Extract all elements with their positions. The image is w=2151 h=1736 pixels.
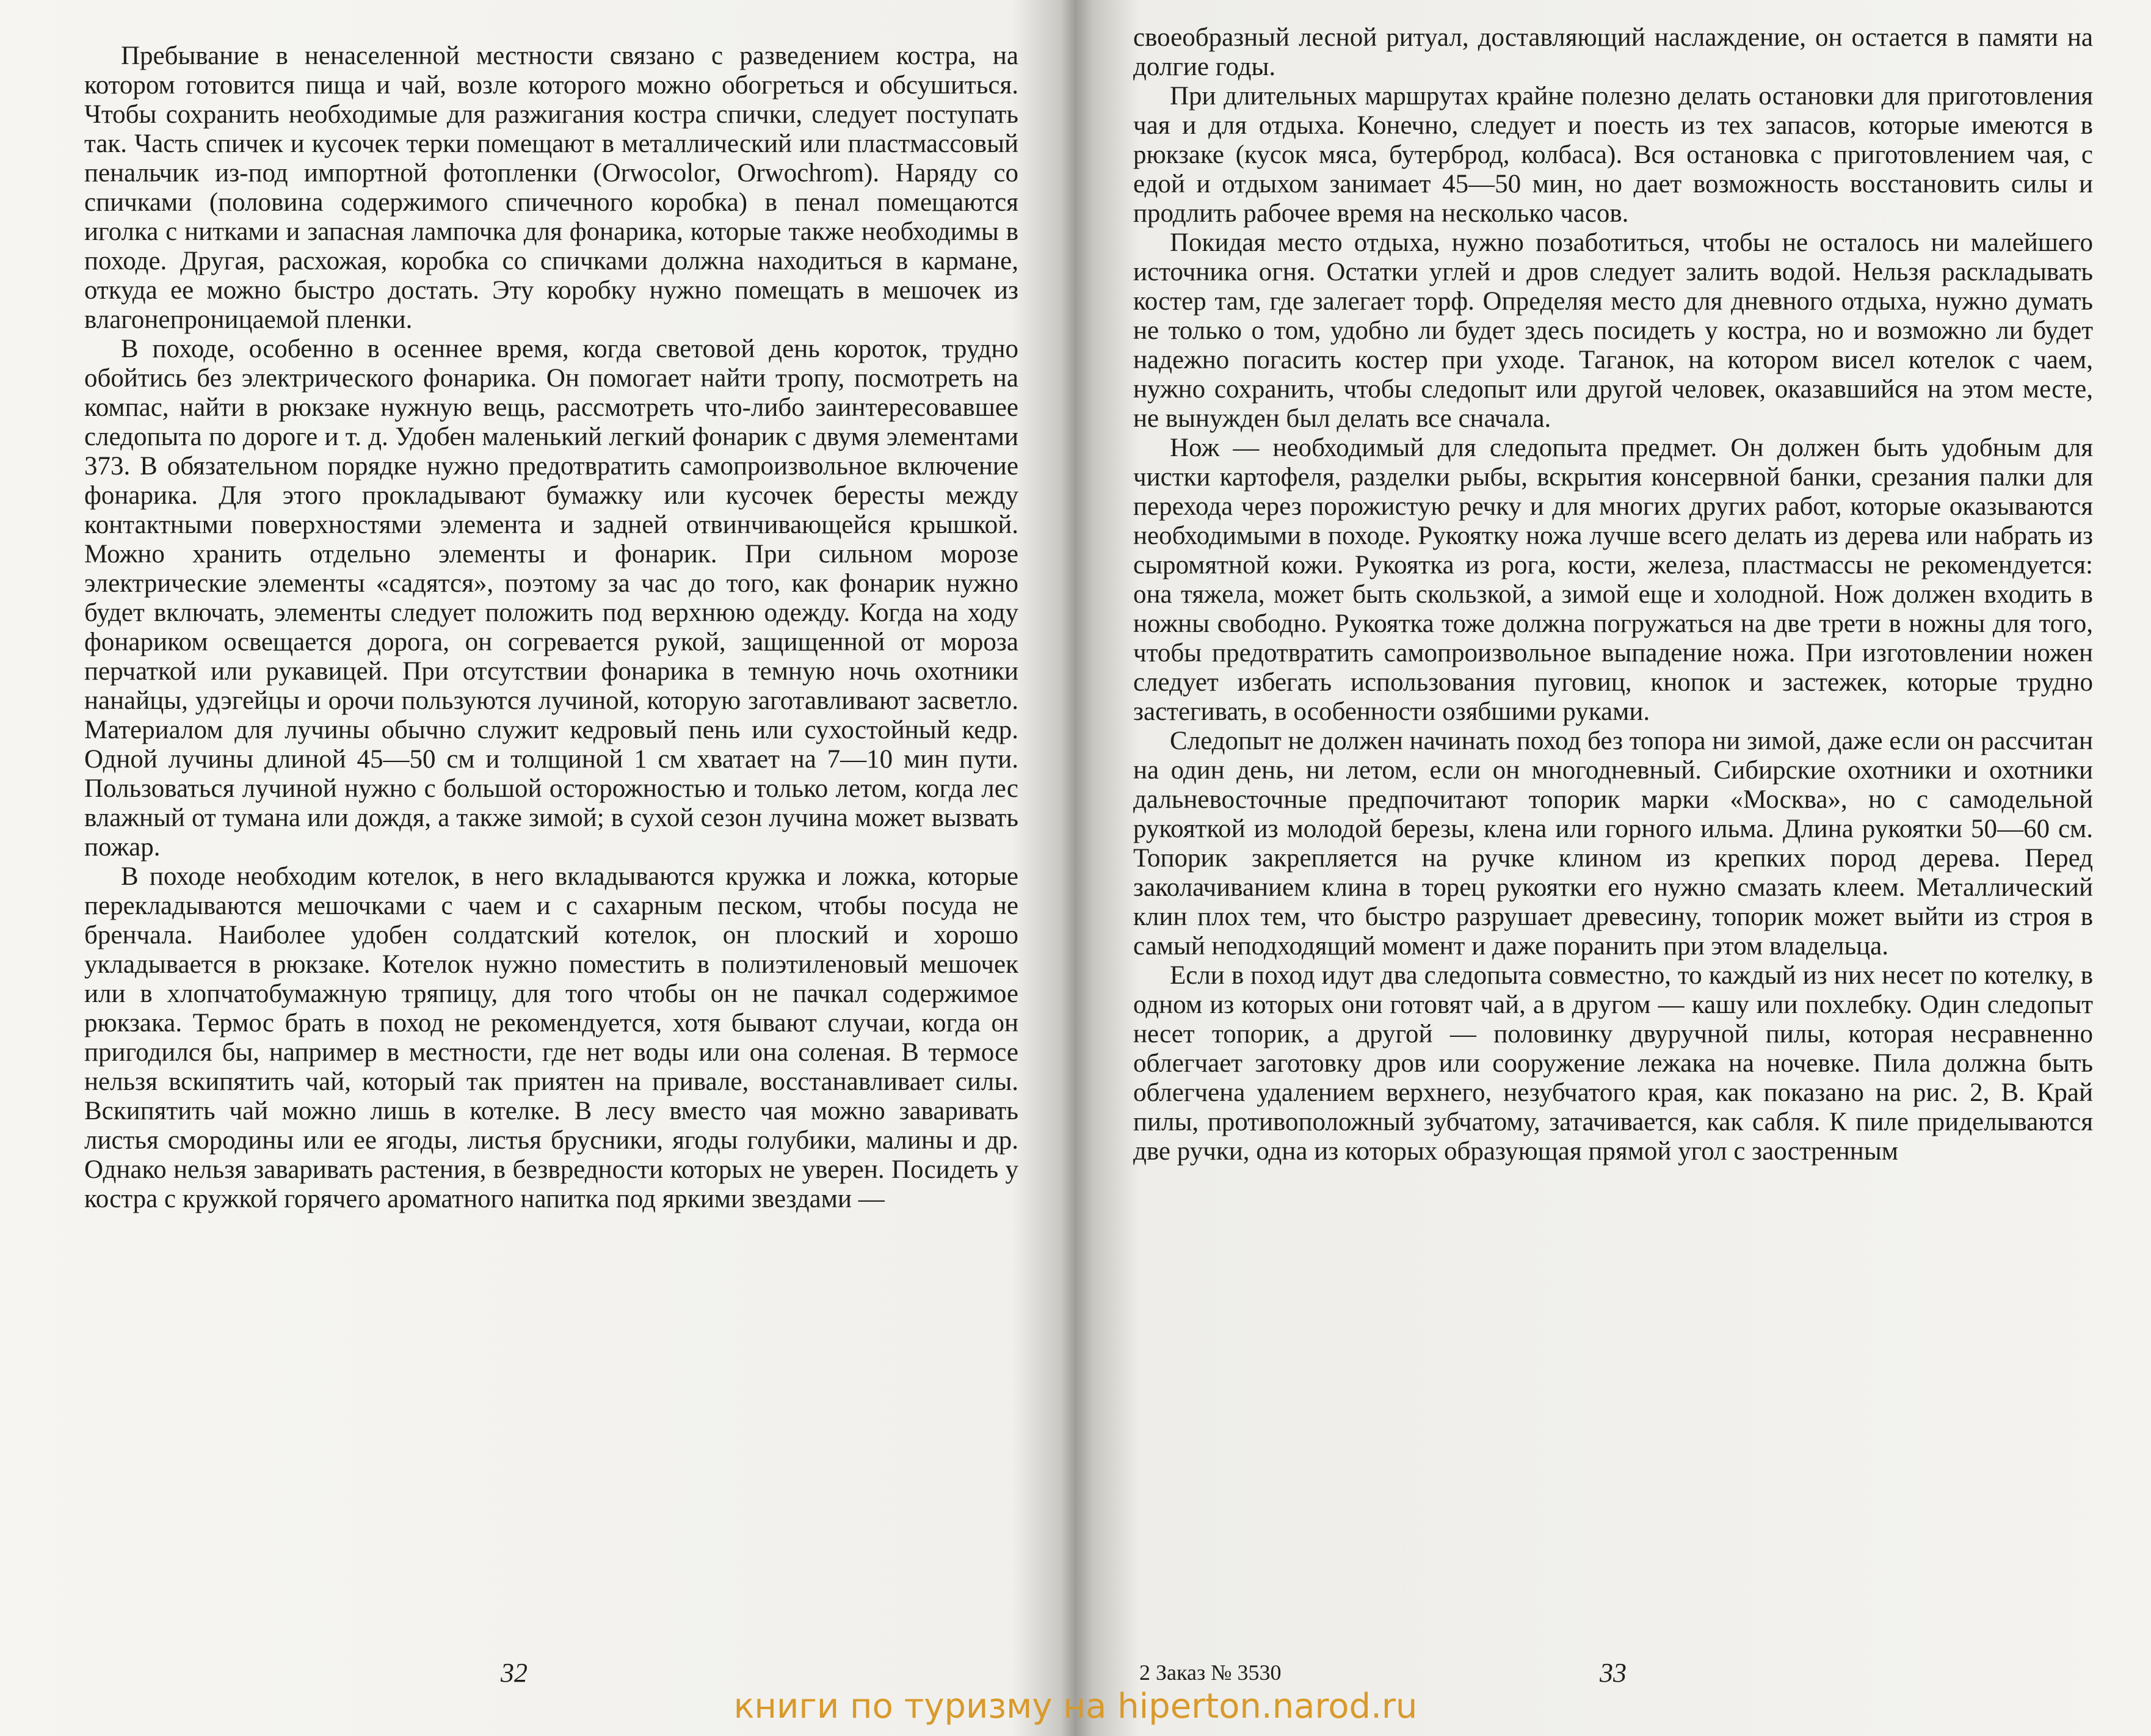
page-number: 33	[1600, 1658, 1627, 1688]
paragraph: Пребывание в ненаселенной местности связано с разведением костра, на котором готовится пища и чай, возле которого можно обогреться и обсушиться. Чтобы сохранить необходимые для разжигания костра спички, следует поступать так. Часть спичек и кусочек терки помещают в металлический или пластмассовый пенальчик из-под импортной фотопленки (Orwocolor, Orwochrom). Наряду со спичками (половина содержимого спичечного коробка) в пенал помещаются иголка с нитками и запасная лампочка для фонарика, которые также необходимы в походе. Другая, расхожая, коробка со спичками должна находиться в кармане, откуда ее можно быстро достать. Эту коробку нужно помещать в мешочек из влагонепроницаемой пленки.	[84, 42, 1018, 334]
paragraph-continuation: своеобразный лесной ритуал, доставляющий наслаждение, он остается в памяти на долгие годы.	[1133, 23, 2093, 81]
paragraph: Покидая место отдыха, нужно позаботиться, чтобы не осталось ни малейшего источника огня. Остатки углей и дров следует залить водой. Нельзя раскладывать костер там, где залегает торф. Определяя место для дневного отдыха, нужно думать не только о том, удобно ли будет здесь посидеть у костра, но и возможно ли будет надежно погасить костер при уходе. Таганок, на котором висел котелок с чаем, нужно сохранить, чтобы следопыт или другой человек, оказавшийся на этом месте, не вынужден был делать все сначала.	[1133, 228, 2093, 433]
printer-order-note: 2 Заказ № 3530	[1139, 1660, 1282, 1685]
paragraph: При длительных маршрутах крайне полезно делать остановки для приготовления чая и для отдыха. Конечно, следует и поесть из тех запасов, которые имеются в рюкзаке (кусок мяса, бутерброд, колбаса). Вся остановка с приготовлением чая, с едой и отдыхом занимает 45—50 мин, но дает возможность восстановить силы и продлить рабочее время на несколько часов.	[1133, 82, 2093, 228]
paragraph: Если в поход идут два следопыта совместно, то каждый из них несет по котелку, в одном из которых они готовят чай, а в другом — кашу или похлебку. Один следопыт несет топорик, а другой — половинку двуручной пилы, которая несравненно облегчает заготовку дров или сооружение лежака на ночевке. Пила должна быть облегчена удалением верхнего, незубчатого края, как показано на рис. 2, В. Край пилы, противоположный зубчатому, затачивается, как сабля. К пиле приделываются две ручки, одна из которых образующая прямой угол с заостренным	[1133, 961, 2093, 1166]
paragraph: Следопыт не должен начинать поход без топора ни зимой, даже если он рассчитан на один день, ни летом, если он многодневный. Сибирские охотники и охотники дальневосточные предпочитают топорик марки «Москва», но с самодельной рукояткой из молодой березы, клена или горного ильма. Длина рукоятки 50—60 см. Топорик закрепляется на ручке клином из крепких пород дерева. Перед заколачиванием клина в торец рукоятки его нужно смазать клеем. Металлический клин плох тем, что быстро разрушает древесину, топорик может выйти из строя в самый неподходящий момент и даже поранить при этом владельца.	[1133, 727, 2093, 961]
right-page	[1075, 0, 2151, 1736]
paragraph: В походе необходим котелок, в него вкладываются кружка и ложка, которые перекладываются мешочками с чаем и с сахарным песком, чтобы посуда не бренчала. Наиболее удобен солдатский котелок, он плоский и хорошо укладывается в рюкзаке. Котелок нужно поместить в полиэтиленовый мешочек или в хлопчатобумажную тряпицу, для того чтобы он не пачкал содержимое рюкзака. Термос брать в поход не рекомендуется, хотя бывают случаи, когда он пригодился бы, например в местности, где нет воды или она соленая. В термосе нельзя вскипятить чай, который так приятен на привале, восстанавливает силы. Вскипятить чай можно лишь в котелке. В лесу вместо чая можно заваривать листья смородины или ее ягоды, листья брусники, ягоды голубики, малины и др. Однако нельзя заваривать растения, в безвредности которых не уверен. Посидеть у костра с кружкой горячего ароматного напитка под яркими звездами —	[84, 862, 1018, 1213]
paragraph: Нож — необходимый для следопыта предмет. Он должен быть удобным для чистки картофеля, разделки рыбы, вскрытия консервной банки, срезания палки для перехода через порожистую речку и для многих других работ, которые оказываются необходимыми в походе. Рукоятку ножа лучше всего делать из дерева или набрать из сыромятной кожи. Рукоятка из рога, кости, железа, пластмассы не рекомендуется: она тяжела, может быть скользкой, а зимой еще и холодной. Нож должен входить в ножны свободно. Рукоятка тоже должна погружаться на две трети в ножны для того, чтобы предотвратить самопроизвольное выпадение ножа. При изготовлении ножен следует избегать использования пуговиц, кнопок и застежек, которые трудно застегивать, в особенности озябшими руками.	[1133, 434, 2093, 726]
left-page-text	[84, 42, 1018, 1214]
left-page	[0, 0, 1075, 1736]
paragraph: В походе, особенно в осеннее время, когда световой день короток, трудно обойтись без электрического фонарика. Он помогает найти тропу, посмотреть на компас, найти в рюкзаке нужную вещь, рассмотреть что-либо заинтересовавшее следопыта по дороге и т. д. Удобен маленький легкий фонарик с двумя элементами 373. В обязательном порядке нужно предотвратить самопроизвольное включение фонарика. Для этого прокладывают бумажку или кусочек бересты между контактными поверхностями элемента и задней отвинчивающейся крышкой. Можно хранить отдельно элементы и фонарик. При сильном морозе электрические элементы «садятся», поэтому за час до того, как фонарик нужно будет включать, элементы следует положить под верхнюю одежду. Когда на ходу фонариком освещается дорога, он согревается рукой, защищенной от мороза перчаткой или рукавицей. При отсутствии фонарика в темную ночь охотники нанайцы, удэгейцы и орочи пользуются лучиной, которую заготавливают засветло. Материалом для лучины обычно служит кедровый пень или сухостойный кедр. Одной лучины длиной 45—50 см и толщиной 1 см хватает на 7—10 мин пути. Пользоваться лучиной нужно с большой осторожностью и только летом, когда лес влажный от тумана или дождя, а также зимой; в сухой сезон лучина может вызвать пожар.	[84, 335, 1018, 862]
watermark: книги по туризму на hiperton.narod.ru	[733, 1687, 1418, 1726]
page-number: 32	[501, 1658, 528, 1688]
right-page-text	[1133, 23, 2093, 1166]
